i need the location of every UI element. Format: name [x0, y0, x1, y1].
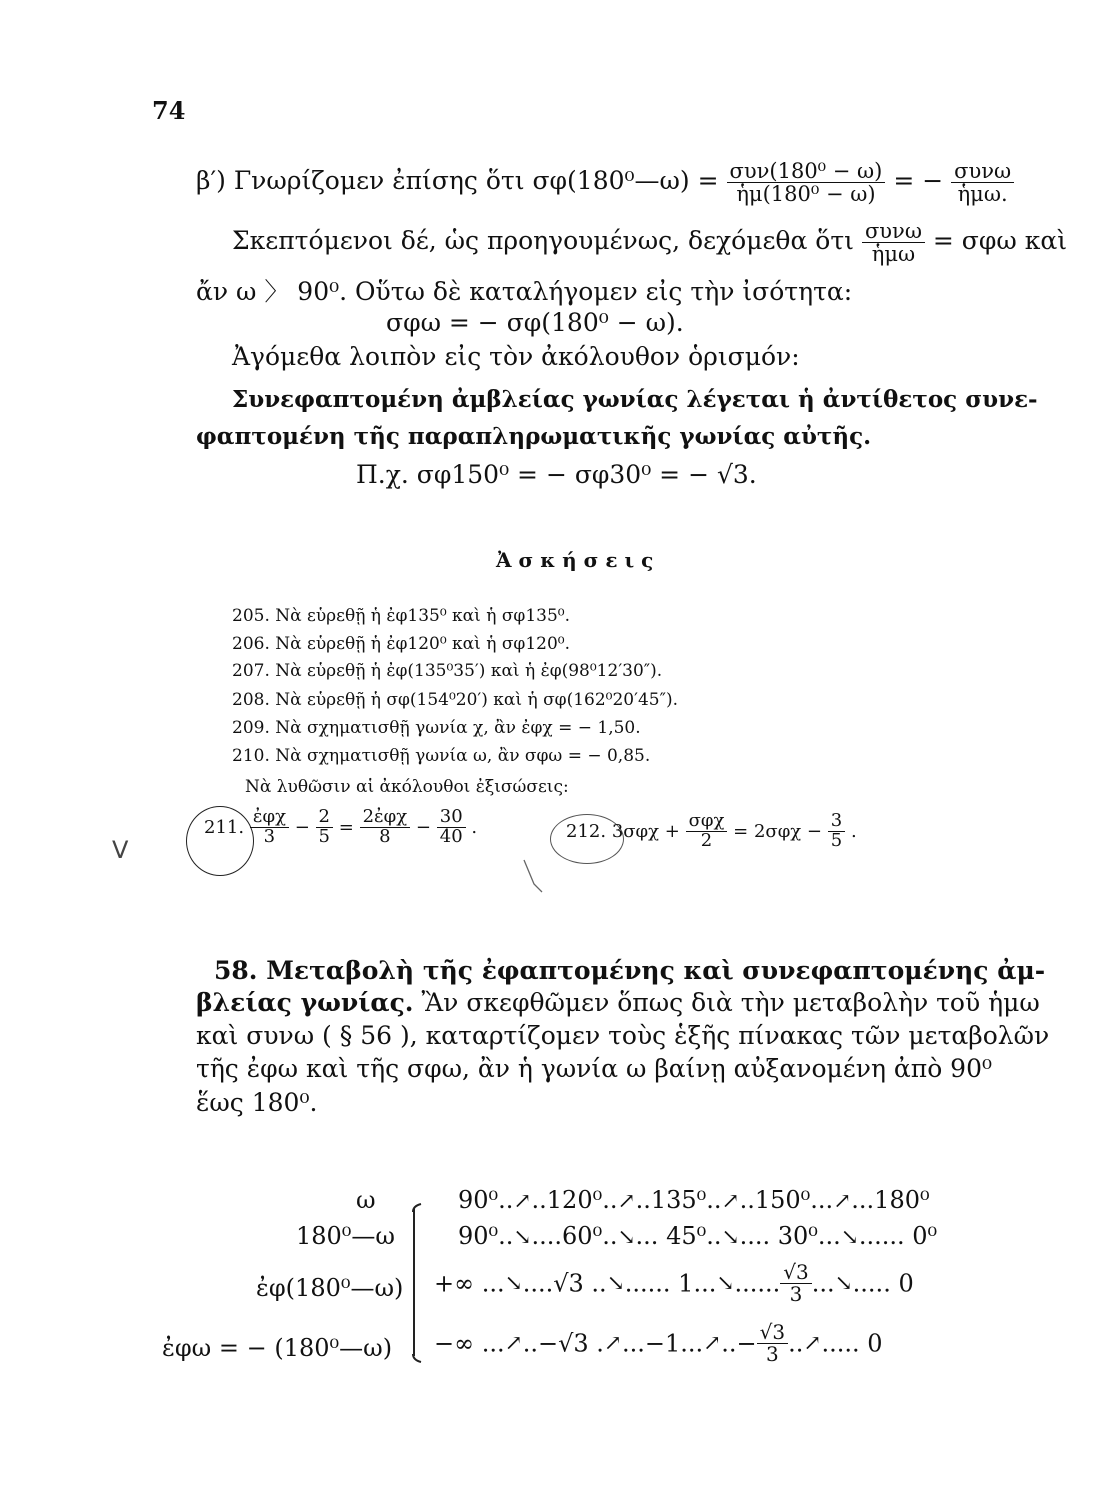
pencil-mark [520, 856, 550, 896]
eq211-fraction-3 [360, 808, 411, 847]
eq211-minus-2: − [415, 816, 432, 838]
section-heading [214, 956, 1045, 985]
line2-frac-den: ἡμω [871, 242, 916, 267]
arrow-down-icon: ↘ [513, 1225, 532, 1250]
intro-fraction-2 [951, 160, 1014, 205]
line-2 [232, 220, 1067, 265]
eq212-fraction-2 [828, 812, 845, 851]
equation-212 [566, 812, 857, 851]
line-4: σφω = − σφ(180⁰ − ω). [386, 308, 684, 337]
row1-cell-0: 90⁰.. [458, 1186, 514, 1214]
eq212-label: 212. [566, 820, 607, 842]
row4-cell-2: ...−1... [622, 1329, 704, 1358]
table-row-3 [434, 1262, 914, 1305]
row4-cell-0: −∞ ... [434, 1329, 505, 1358]
section-line-4: τῆς ἐφω καὶ τῆς σφω, ἂν ἡ γωνία ω βαίνῃ αὐξανομένη ἀπὸ 90⁰ [196, 1054, 993, 1083]
intro-eq-minus: = − [893, 166, 944, 196]
eq211-f4-num: 30 [437, 808, 466, 828]
eq212-f1-num: σφχ [686, 812, 728, 832]
arrow-down-icon: ↘ [834, 1271, 853, 1296]
row4-cell-1: ..−√3 . [522, 1329, 604, 1358]
intro-frac2-num: συνω [951, 160, 1014, 183]
table-row-3-label: ἐφ(180⁰—ω) [256, 1274, 404, 1302]
exercise-206: 206. Νὰ εὑρεθῇ ἡ ἐφ120⁰ καὶ ἡ σφ120⁰. [232, 634, 570, 654]
eq212-mid: = 2σφχ − [733, 820, 823, 842]
eq211-fraction-2 [316, 808, 333, 847]
table-row-2 [458, 1222, 937, 1250]
definition-line-1: Συνεφαπτομένη ἀμβλείας γωνίας λέγεται ἡ ἀντίθετος συνε- [232, 386, 1038, 413]
equation-211 [204, 808, 477, 847]
section-line-5: ἕως 180⁰. [196, 1088, 318, 1117]
eq211-fraction-1 [250, 808, 289, 847]
eq212-lhs: 3σφχ + [611, 820, 680, 842]
exercise-205: 205. Νὰ εὑρεθῇ ἡ ἐφ135⁰ καὶ ἡ σφ135⁰. [232, 606, 570, 626]
example-line: Π.χ. σφ150⁰ = − σφ30⁰ = − √3. [356, 460, 757, 489]
arrow-down-icon: ↘ [840, 1225, 859, 1250]
eq211-f2-num: 2 [316, 808, 333, 828]
arrow-down-icon: ↘ [721, 1225, 740, 1250]
arrow-down-icon: ↘ [617, 1225, 636, 1250]
table-row-2-label: 180⁰—ω [296, 1222, 395, 1250]
row3-frac-den: 3 [789, 1282, 803, 1306]
intro-frac1-num: συν(180⁰ − ω) [727, 160, 886, 183]
eq211-f1-den: 3 [263, 825, 276, 847]
eq211-end: . [471, 816, 478, 838]
arrow-up-icon: ↗ [703, 1331, 722, 1356]
eq211-f4-den: 40 [439, 825, 463, 847]
eq212-f2-den: 5 [830, 829, 843, 851]
table-brace-ends [405, 1200, 425, 1366]
arrow-up-icon: ↗ [803, 1331, 822, 1356]
row3-cell-7: ..... 0 [852, 1269, 914, 1298]
table-row-1 [458, 1186, 930, 1214]
section-heading-2: βλείας γωνίας. [196, 988, 414, 1017]
intro-prefix: β′) Γνωρίζομεν ἐπίσης ὅτι σφ(180⁰—ω) = [196, 166, 719, 196]
row3-cell-2: ...... 1... [624, 1269, 717, 1298]
table-row-1-label: ω [356, 1186, 376, 1214]
arrow-down-icon: ↘ [504, 1271, 523, 1296]
eq211-label: 211. [204, 816, 245, 838]
row3-fraction [780, 1262, 811, 1305]
definition-line-2: φαπτομένη τῆς παραπληρωματικῆς γωνίας αὐτῆς. [196, 423, 872, 450]
arrow-up-icon: ↗ [513, 1189, 532, 1214]
exercise-207: 207. Νὰ εὑρεθῇ ἡ ἐφ(135⁰35′) καὶ ἡ ἐφ(98⁰12′30″). [232, 661, 663, 681]
eq212-f1-den: 2 [700, 829, 713, 851]
line2-prefix: Σκεπτόμενοι δέ, ὡς προηγουμένως, δεχόμεθα ὅτι [232, 226, 854, 256]
intro-line [196, 160, 1014, 205]
row4-frac-num: √3 [757, 1322, 788, 1344]
page-number: 74 [152, 96, 186, 125]
eq211-f3-den: 8 [379, 825, 391, 847]
section-line-3: καὶ συνω ( § 56 ), καταρτίζομεν τοὺς ἑξῆς πίνακας τῶν μεταβολῶν [196, 1021, 1050, 1050]
table-row-4 [434, 1322, 883, 1365]
section-line-2-rest: Ἂν σκεφθῶμεν ὅπως διὰ τὴν μεταβολὴν τοῦ ἡμω [421, 988, 1040, 1017]
row2-cell-4: ...... 0⁰ [858, 1222, 938, 1250]
arrow-up-icon: ↗ [504, 1331, 523, 1356]
row2-cell-0: 90⁰.. [458, 1222, 514, 1250]
row4-cell-3: ..− [721, 1329, 757, 1358]
arrow-down-icon: ↘ [606, 1271, 625, 1296]
line-3: ἄν ω 〉 90⁰. Οὕτω δὲ καταλήγομεν εἰς τὴν ἰσότητα: [196, 277, 853, 306]
arrow-up-icon: ↗ [603, 1331, 622, 1356]
arrow-up-icon: ↗ [833, 1189, 852, 1214]
equations-intro: Νὰ λυθῶσιν αἱ ἀκόλουθοι ἐξισώσεις: [245, 777, 569, 797]
row3-cell-0: +∞ ... [434, 1269, 505, 1298]
row1-cell-3: ..150⁰... [739, 1186, 834, 1214]
line2-suffix: = σφω καὶ [932, 226, 1068, 256]
table-row-4-label: ἐφω = − (180⁰—ω) [162, 1334, 393, 1362]
eq212-f2-num: 3 [828, 812, 845, 832]
eq212-fraction-1 [686, 812, 728, 851]
row4-fraction [757, 1322, 788, 1365]
exercises-title: Ἀ σ κ ή σ ε ι ς [496, 548, 654, 572]
row1-cell-2: ..135⁰.. [635, 1186, 722, 1214]
row3-cell-1: ....√3 .. [522, 1269, 607, 1298]
row4-cell-7: ..... 0 [821, 1329, 883, 1358]
eq211-f3-num: 2ἐφχ [360, 808, 411, 828]
row1-cell-4: ...180⁰ [851, 1186, 930, 1214]
row4-cell-6: .. [788, 1329, 804, 1358]
row1-cell-1: ..120⁰.. [531, 1186, 618, 1214]
row3-cell-3: ...... [734, 1269, 781, 1298]
exercise-210: 210. Νὰ σχηματισθῇ γωνία ω, ἂν σφω = − 0,85. [232, 746, 651, 766]
line-5: Ἀγόμεθα λοιπὸν εἰς τὸν ἀκόλουθον ὁρισμόν: [232, 342, 800, 371]
arrow-up-icon: ↗ [617, 1189, 636, 1214]
arrow-up-icon: ↗ [721, 1189, 740, 1214]
eq212-end: . [850, 820, 857, 842]
row3-frac-num: √3 [780, 1262, 811, 1284]
exercise-208: 208. Νὰ εὑρεθῇ ἡ σφ(154⁰20′) καὶ ἡ σφ(162⁰20′45″). [232, 690, 678, 710]
section-line-2 [196, 988, 1040, 1017]
margin-check-mark: V [112, 836, 129, 864]
exercise-209: 209. Νὰ σχηματισθῇ γωνία χ, ἂν ἐφχ = − 1,50. [232, 718, 641, 738]
row4-frac-den: 3 [765, 1342, 779, 1366]
row2-cell-1: ....60⁰.. [531, 1222, 618, 1250]
eq211-f2-den: 5 [318, 825, 330, 847]
row2-cell-2: ... 45⁰.. [635, 1222, 722, 1250]
eq211-equals: = [338, 816, 354, 838]
line2-fraction [862, 220, 925, 265]
row2-cell-3: .... 30⁰... [739, 1222, 841, 1250]
intro-fraction-1 [727, 160, 886, 205]
intro-frac2-den: ἡμω. [957, 182, 1008, 207]
eq211-fraction-4 [437, 808, 466, 847]
eq211-f1-num: ἐφχ [250, 808, 289, 828]
intro-frac1-den: ἡμ(180⁰ − ω) [736, 182, 876, 207]
arrow-down-icon: ↘ [716, 1271, 735, 1296]
eq211-minus-1: − [294, 816, 310, 838]
section-heading-text: 58. Μεταβολὴ τῆς ἐφαπτομένης καὶ συνεφαπτομένης ἀμ- [214, 956, 1046, 985]
row3-cell-6: ... [811, 1269, 835, 1298]
line2-frac-num: συνω [862, 220, 925, 243]
